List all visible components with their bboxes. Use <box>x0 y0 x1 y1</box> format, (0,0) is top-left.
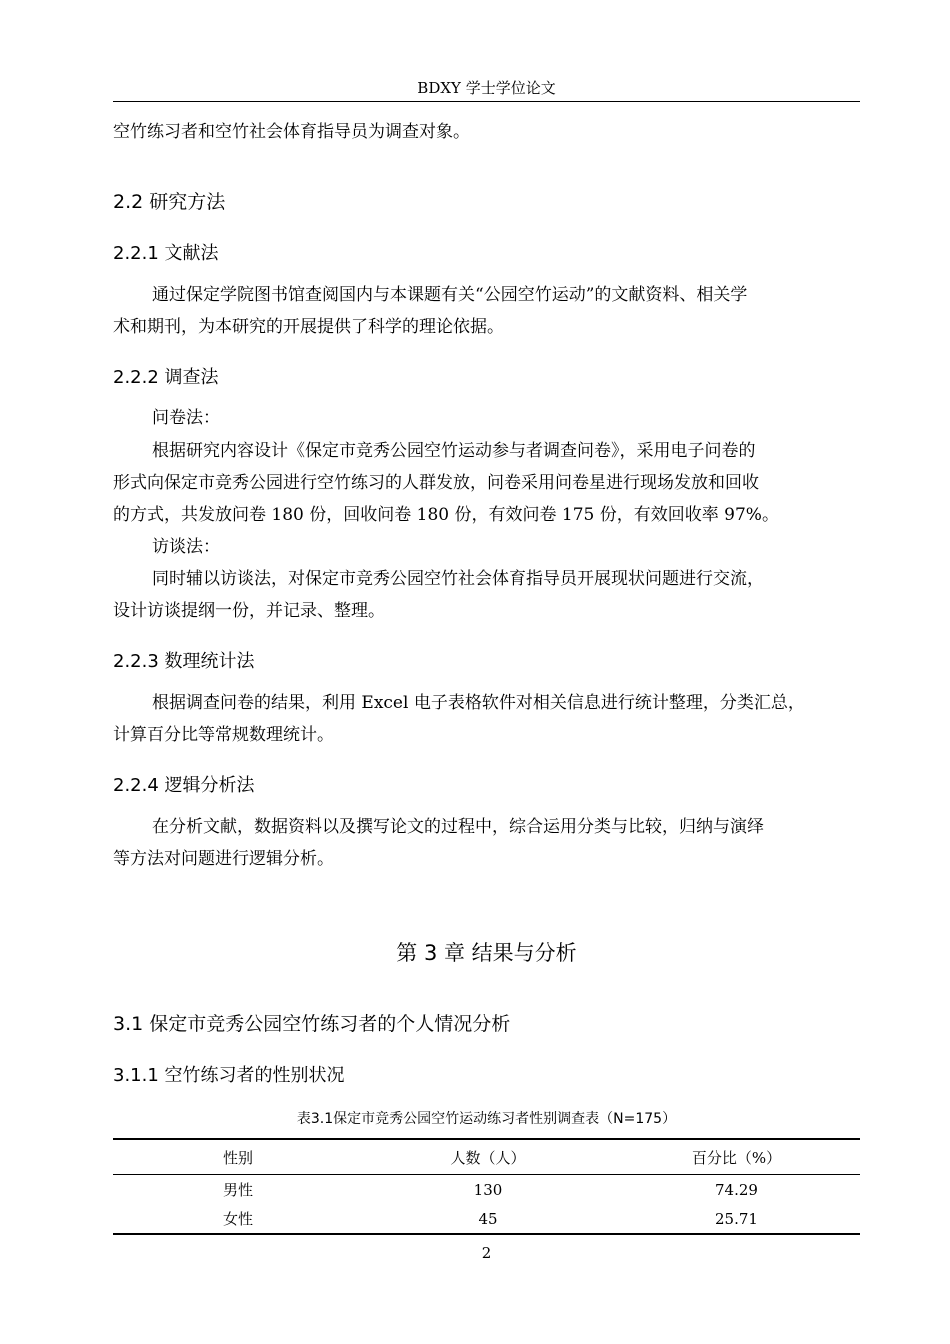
section-heading-3-1: 3.1 保定市竞秀公园空竹练习者的个人情况分析 <box>113 1013 511 1035</box>
gender-table <box>113 1138 860 1235</box>
paragraph: 形式向保定市竞秀公园进行空竹练习的人群发放，问卷采用问卷星进行现场发放和回收 <box>113 473 759 493</box>
paragraph: 根据调查问卷的结果，利用 Excel 电子表格软件对相关信息进行统计整理，分类汇总， <box>152 693 805 713</box>
table-caption: 表3.1保定市竞秀公园空竹运动练习者性别调查表（N=175） <box>296 1111 677 1127</box>
column-header-count: 人数（人） <box>363 1139 613 1175</box>
method-label-questionnaire: 问卷法： <box>152 408 220 428</box>
paragraph: 设计访谈提纲一份，并记录、整理。 <box>113 601 385 621</box>
paragraph: 根据研究内容设计《保定市竞秀公园空竹运动参与者调查问卷》，采用电子问卷的 <box>152 441 756 461</box>
paragraph: 等方法对问题进行逻辑分析。 <box>113 849 334 869</box>
subsection-heading-3-1-1: 3.1.1 空竹练习者的性别状况 <box>113 1065 345 1086</box>
subsection-heading-2-2-1: 2.2.1 文献法 <box>113 243 219 264</box>
page-number: 2 <box>481 1244 492 1262</box>
subsection-heading-2-2-4: 2.2.4 逻辑分析法 <box>113 775 255 796</box>
running-header: BDXY 学士学位论文 <box>417 79 556 97</box>
table-cell: 130 <box>473 1180 503 1199</box>
paragraph: 术和期刊，为本研究的开展提供了科学的理论依据。 <box>113 317 504 337</box>
paragraph: 同时辅以访谈法，对保定市竞秀公园空竹社会体育指导员开展现状问题进行交流， <box>152 569 764 589</box>
paragraph: 通过保定学院图书馆查阅国内与本课题有关“公园空竹运动”的文献资料、相关学 <box>152 285 748 305</box>
paragraph: 计算百分比等常规数理统计。 <box>113 725 334 745</box>
chapter-title: 第 3 章 结果与分析 <box>396 941 577 965</box>
gender-table-container <box>113 1138 860 1235</box>
header-rule <box>113 101 860 102</box>
subsection-heading-2-2-3: 2.2.3 数理统计法 <box>113 651 255 672</box>
table-row <box>113 1175 860 1205</box>
method-label-interview: 访谈法： <box>152 537 220 557</box>
table-cell: 女性 <box>113 1204 363 1234</box>
paragraph: 的方式，共发放问卷 180 份，回收问卷 180 份，有效问卷 175 份，有效回收率 97%。 <box>113 505 779 525</box>
table-cell: 男性 <box>222 1181 253 1199</box>
table-cell: 25.71 <box>613 1204 860 1234</box>
paragraph: 在分析文献，数据资料以及撰写论文的过程中，综合运用分类与比较，归纳与演绎 <box>152 817 764 837</box>
table-header-row <box>113 1139 860 1175</box>
paragraph: 空竹练习者和空竹社会体育指导员为调查对象。 <box>113 122 470 142</box>
table-row <box>113 1204 860 1234</box>
table-cell: 45 <box>363 1204 613 1234</box>
subsection-heading-2-2-2: 2.2.2 调查法 <box>113 367 219 388</box>
table-cell: 74.29 <box>715 1180 758 1199</box>
column-header-gender: 性别 <box>113 1139 363 1175</box>
section-heading-2-2: 2.2 研究方法 <box>113 191 226 213</box>
column-header-percent: 百分比（%） <box>613 1139 860 1175</box>
